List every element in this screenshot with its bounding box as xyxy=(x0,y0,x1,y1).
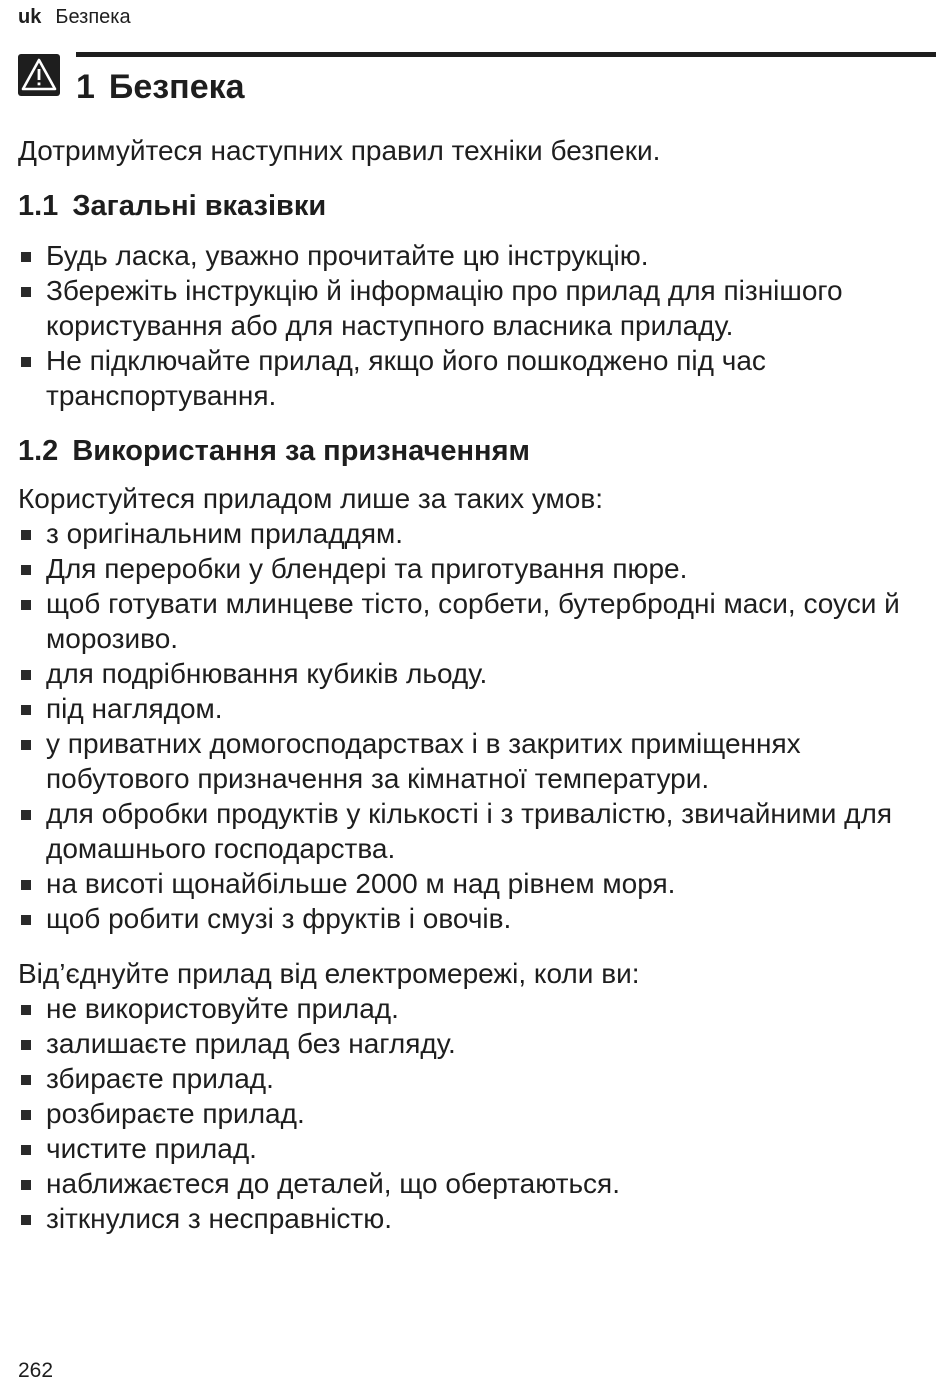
section-number: 1.2 xyxy=(18,435,59,467)
list-item: щоб робити смузі з фруктів і овочів. xyxy=(18,901,938,936)
list-item: на висоті щонайбільше 2000 м над рівнем моря. xyxy=(18,866,938,901)
list-item: залишаєте прилад без нагляду. xyxy=(18,1026,938,1061)
general-instructions-list xyxy=(18,238,938,413)
list-item: не використовуйте прилад. xyxy=(18,991,938,1026)
section-title: Використання за призначенням xyxy=(72,435,530,467)
disconnect-conditions-list xyxy=(18,991,938,1236)
header-section-title: Безпека xyxy=(55,6,131,28)
intro-paragraph: Дотримуйтеся наступних правил техніки безпеки. xyxy=(18,135,661,166)
page-content xyxy=(18,133,938,1236)
list-item: у приватних домогосподарствах і в закритих приміщеннях побутового призначення за кімнатної температури. xyxy=(18,726,938,796)
list-item: збираєте прилад. xyxy=(18,1061,938,1096)
language-code: uk xyxy=(18,6,42,28)
section-heading-1-2 xyxy=(18,433,938,469)
chapter-number: 1 xyxy=(76,68,95,106)
section-number: 1.1 xyxy=(18,190,59,222)
warning-triangle-icon xyxy=(18,54,60,96)
list-item: зіткнулися з несправністю. xyxy=(18,1201,938,1236)
list-item: під наглядом. xyxy=(18,691,938,726)
chapter-title xyxy=(76,66,245,108)
page-header xyxy=(18,5,131,29)
section-title: Загальні вказівки xyxy=(72,190,327,222)
chapter-title-text: Безпека xyxy=(108,68,245,106)
list-item: чистите прилад. xyxy=(18,1131,938,1166)
list-item: з оригінальним приладдям. xyxy=(18,516,938,551)
page-number: 262 xyxy=(18,1359,54,1382)
disconnect-lead: Від’єднуйте прилад від електромережі, коли ви: xyxy=(18,958,640,989)
list-item: для обробки продуктів у кількості і з тривалістю, звичайними для домашнього господарства. xyxy=(18,796,938,866)
section-heading-1-1 xyxy=(18,188,938,224)
list-item: Будь ласка, уважно прочитайте цю інструкцію. xyxy=(18,238,938,273)
list-item: Не підключайте прилад, якщо його пошкоджено під час транспортування. xyxy=(18,343,938,413)
list-item: Для переробки у блендері та приготування пюре. xyxy=(18,551,938,586)
list-item: наближаєтеся до деталей, що обертаються. xyxy=(18,1166,938,1201)
list-item: розбираєте прилад. xyxy=(18,1096,938,1131)
usage-conditions-lead: Користуйтеся приладом лише за таких умов: xyxy=(18,483,604,514)
list-item: для подрібнювання кубиків льоду. xyxy=(18,656,938,691)
list-item: Збережіть інструкцію й інформацію про прилад для пізнішого користування або для наступного власника приладу. xyxy=(18,273,938,343)
list-item: щоб готувати млинцеве тісто, сорбети, бутербродні маси, соуси й морозиво. xyxy=(18,586,938,656)
usage-conditions-list xyxy=(18,516,938,936)
header-rule xyxy=(76,52,936,57)
